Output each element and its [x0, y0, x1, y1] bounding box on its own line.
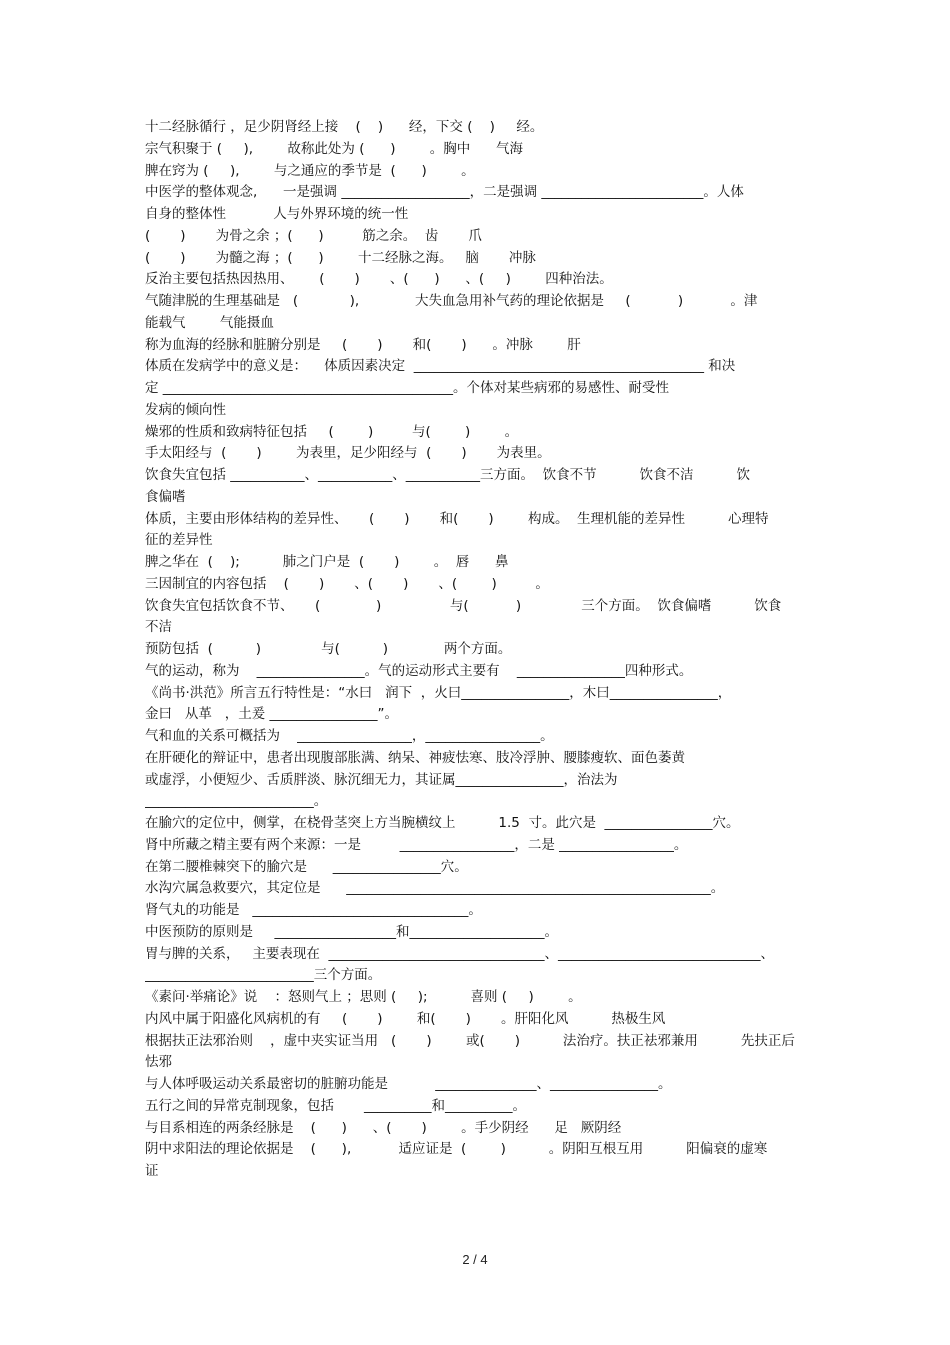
text-line: 饮食失宜包括饮食不节、 ( ) 与( ) 三个方面。 饮食偏嗜 饮食 [145, 597, 782, 614]
text-line: 证 [145, 1163, 159, 1179]
text-line: 发病的倾向性 [145, 401, 226, 418]
text-line: 燥邪的性质和致病特征包括 ( ) 与( ) 。 [145, 423, 519, 440]
text-line: ( ) 为骨之余 ；( ) 筋之余。 齿 爪 [145, 227, 482, 244]
text-line: 阴中求阳法的理论依据是 ( ), 适应证是 ( ) 。阴阳互根互用 阳偏衰的虚寒 [145, 1141, 768, 1158]
text-line: 金曰 从革 ，土爰 ________________”。 [145, 706, 399, 723]
text-line: 能载气 气能摄血 [145, 314, 274, 331]
text-line: 内风中属于阳盛化风病机的有 ( ) 和( ) 。肝阳化风 热极生风 [145, 1010, 666, 1027]
text-line: 在肝硬化的辩证中，患者出现腹部胀满、纳呆、神疲怯寒、肢冷浮肿、腰膝瘦软、面色萎黄 [145, 749, 685, 766]
text-line: 与人体呼吸运动关系最密切的脏腑功能是 _______________、________________。 [145, 1076, 672, 1092]
text-line: 中医预防的原则是 __________________和____________________。 [145, 923, 558, 940]
text-line: 称为血海的经脉和脏腑分别是 ( ) 和( ) 。冲脉 肝 [145, 336, 581, 353]
text-line: 手太阳经与 ( ) 为表里，足少阳经与 ( ) 为表里。 [145, 445, 551, 462]
text-line: 或虚浮，小便短少、舌质胖淡、脉沉细无力，其证属________________，治法为 [145, 771, 618, 788]
text-line: 自身的整体性 人与外界环境的统一性 [145, 206, 409, 222]
text-line: 饮食失宜包括 ___________、___________、___________三方面。 饮食不节 饮食不洁 饮 [145, 467, 750, 483]
text-line: 肾气丸的功能是 ________________________________。 [145, 902, 482, 918]
text-line: 在腧穴的定位中，侧掌，在桡骨茎突上方当腕横纹上 1.5 寸。此穴是 ________________穴。 [145, 815, 740, 831]
text-line: 反治主要包括热因热用、 ( ) 、( ) 、( ) 四种治法。 [145, 271, 613, 288]
text-line: 脾之华在 ( ); 肺之门户是 ( ) 。 唇 鼻 [145, 554, 509, 570]
document-body [145, 117, 807, 1183]
text-line: 在第二腰椎棘突下的腧穴是 ________________穴。 [145, 858, 468, 875]
text-line: 十二经脉循行 ，足少阴肾经上接 ( ) 经，下交 ( ) 经。 [145, 119, 544, 135]
text-line: 《素问·举痛论》说 ：怒则气上 ；思则 ( ); 喜则 ( ) 。 [145, 989, 582, 1005]
text-line: 《尚书·洪范》所言五行特性是：“水曰 润下 ，火曰________________，木曰________________， [145, 684, 732, 701]
text-line: 水沟穴属急救要穴，其定位是 ______________________________________________________。 [145, 880, 725, 897]
text-line: _________________________。 [145, 793, 328, 810]
text-line: 预防包括 ( ) 与( ) 两个方面。 [145, 641, 512, 657]
text-line: 气的运动，称为 ________________。气的运动形式主要有 ________________四种形式。 [145, 662, 693, 679]
text-line: _________________________三个方面。 [145, 967, 382, 984]
text-line: 体质在发病学中的意义是： 体质因素决定 ___________________________________________ 和决 [145, 358, 736, 375]
text-line: 气随津脱的生理基础是 ( ), 大失血急用补气药的理论依据是 ( ) 。津 [145, 293, 758, 309]
text-line: 三因制宜的内容包括 ( ) 、( ) 、( ) 。 [145, 575, 549, 592]
text-line: ( ) 为髓之海 ；( ) 十二经脉之海。 脑 冲脉 [145, 249, 536, 266]
text-line: 五行之间的异常克制现象，包括 __________和__________。 [145, 1097, 527, 1114]
text-line: 根据扶正法邪治则 ，虚中夹实证当用 ( ) 或( ) 法治疗。扶正祛邪兼用 先扶正后 [145, 1032, 795, 1049]
text-line: 征的差异性 [145, 532, 213, 549]
text-line: 脾在窍为 ( ), 与之通应的季节是 ( ) 。 [145, 162, 475, 179]
text-line: 中医学的整体观念, 一是强调 ___________________，二是强调 ________________________。人体 [145, 184, 744, 201]
text-line: 胃与脾的关系， 主要表现在 ________________________________、______________________________、 [145, 945, 774, 962]
text-line: 宗气积聚于 ( ), 故称此处为 ( ) 。胸中 气海 [145, 140, 524, 157]
text-line: 定 ___________________________________________。个体对某些病邪的易感性、耐受性 [145, 380, 670, 396]
text-line: 食偏嗜 [145, 488, 186, 505]
text-line: 气和血的关系可概括为 _________________，_________________。 [145, 728, 554, 744]
text-line: 与目系相连的两条经脉是 ( ) 、( ) 。手少阴经 足 厥阴经 [145, 1119, 622, 1136]
text-line: 体质，主要由形体结构的差异性、 ( ) 和( ) 构成。 生理机能的差异性 心理特 [145, 510, 769, 527]
text-line: 怯邪 [145, 1054, 172, 1071]
page-number: 2 / 4 [462, 1252, 488, 1267]
text-line: 不洁 [145, 619, 172, 636]
text-line: 肾中所藏之精主要有两个来源：一是 _________________，二是 _________________。 [145, 836, 688, 853]
